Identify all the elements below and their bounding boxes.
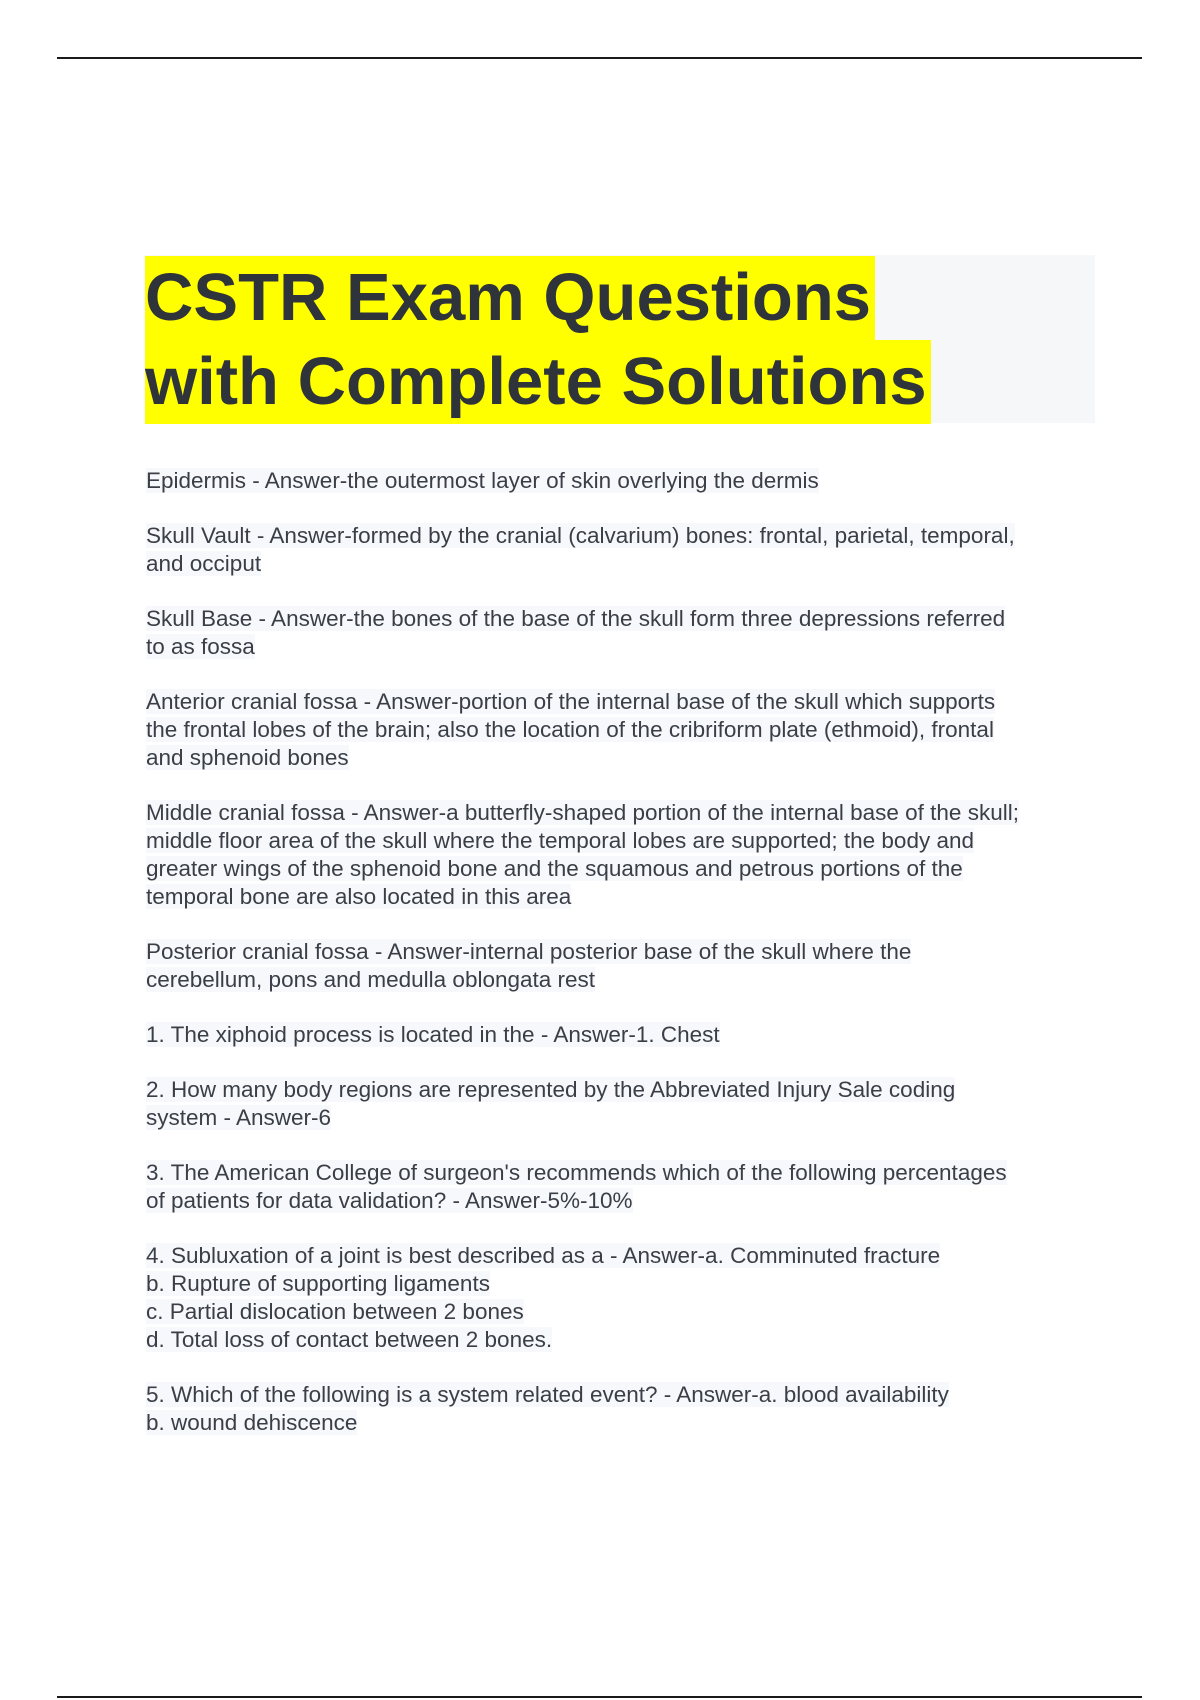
qa-entry (146, 1159, 1096, 1215)
qa-entry-line-wrap (146, 883, 1096, 911)
qa-entry-line-wrap (146, 1021, 1096, 1049)
qa-entry-line-wrap (146, 550, 1096, 578)
qa-entry-line-wrap (146, 522, 1096, 550)
qa-entry-line-wrap (146, 467, 1096, 495)
qa-entry-line-wrap (146, 966, 1096, 994)
qa-list (146, 467, 1096, 1464)
qa-entry-line: cerebellum, pons and medulla oblongata rest (146, 967, 596, 992)
qa-entry-line: middle floor area of the skull where the temporal lobes are supported; the body and (146, 828, 974, 853)
qa-entry-line: temporal bone are also located in this area (146, 884, 572, 909)
qa-entry-line-wrap (146, 633, 1096, 661)
qa-entry-line-wrap (146, 688, 1096, 716)
qa-entry-line: b. wound dehiscence (146, 1410, 358, 1435)
qa-entry-line: Middle cranial fossa - Answer-a butterfly-shaped portion of the internal base of the skull; (146, 800, 1019, 825)
qa-entry-line: of patients for data validation? - Answer-5%-10% (146, 1188, 633, 1213)
qa-entry-line: Epidermis - Answer-the outermost layer of skin overlying the dermis (146, 468, 819, 493)
qa-entry-line: Skull Base - Answer-the bones of the base of the skull form three depressions referred (146, 606, 1006, 631)
qa-entry-line: Posterior cranial fossa - Answer-internal posterior base of the skull where the (146, 939, 912, 964)
qa-entry-line-wrap (146, 1409, 1096, 1437)
qa-entry (146, 1242, 1096, 1354)
qa-entry-line: 2. How many body regions are represented by the Abbreviated Injury Sale coding (146, 1077, 956, 1102)
qa-entry (146, 1381, 1096, 1437)
qa-entry-line: 4. Subluxation of a joint is best described as a - Answer-a. Comminuted fracture (146, 1243, 941, 1268)
qa-entry-line-wrap (146, 1187, 1096, 1215)
qa-entry-line-wrap (146, 716, 1096, 744)
qa-entry-line-wrap (146, 1298, 1096, 1326)
qa-entry-line: and occiput (146, 551, 262, 576)
qa-entry-line-wrap (146, 744, 1096, 772)
qa-entry-line-wrap (146, 799, 1096, 827)
qa-entry-line-wrap (146, 1381, 1096, 1409)
qa-entry-line-wrap (146, 855, 1096, 883)
qa-entry-line: 1. The xiphoid process is located in the - Answer-1. Chest (146, 1022, 720, 1047)
page-title-line-1: CSTR Exam Questions (145, 256, 875, 340)
qa-entry (146, 1076, 1096, 1132)
qa-entry-line: Anterior cranial fossa - Answer-portion of the internal base of the skull which supports (146, 689, 996, 714)
qa-entry-line: the frontal lobes of the brain; also the location of the cribriform plate (ethmoid), frontal (146, 717, 994, 742)
qa-entry (146, 467, 1096, 495)
qa-entry-line-wrap (146, 1242, 1096, 1270)
qa-entry-line-wrap (146, 1104, 1096, 1132)
top-rule (57, 57, 1142, 59)
qa-entry-line: 5. Which of the following is a system related event? - Answer-a. blood availability (146, 1382, 949, 1407)
qa-entry (146, 522, 1096, 578)
qa-entry-line: 3. The American College of surgeon's recommends which of the following percentages (146, 1160, 1007, 1185)
qa-entry-line: b. Rupture of supporting ligaments (146, 1271, 490, 1296)
qa-entry-line: to as fossa (146, 634, 255, 659)
qa-entry-line: c. Partial dislocation between 2 bones (146, 1299, 524, 1324)
qa-entry-line: greater wings of the sphenoid bone and the squamous and petrous portions of the (146, 856, 963, 881)
qa-entry-line-wrap (146, 1076, 1096, 1104)
qa-entry (146, 605, 1096, 661)
qa-entry-line-wrap (146, 1270, 1096, 1298)
qa-entry-line-wrap (146, 1159, 1096, 1187)
page-title-line-2: with Complete Solutions (145, 340, 931, 424)
qa-entry (146, 1021, 1096, 1049)
qa-entry-line-wrap (146, 938, 1096, 966)
qa-entry (146, 799, 1096, 911)
qa-entry (146, 688, 1096, 772)
qa-entry-line: Skull Vault - Answer-formed by the cranial (calvarium) bones: frontal, parietal, temporal, (146, 523, 1015, 548)
qa-entry-line-wrap (146, 605, 1096, 633)
bottom-rule (57, 1696, 1142, 1698)
qa-entry-line-wrap (146, 827, 1096, 855)
qa-entry (146, 938, 1096, 994)
qa-entry-line: and sphenoid bones (146, 745, 349, 770)
qa-entry-line: d. Total loss of contact between 2 bones. (146, 1327, 553, 1352)
qa-entry-line-wrap (146, 1326, 1096, 1354)
qa-entry-line: system - Answer-6 (146, 1105, 332, 1130)
